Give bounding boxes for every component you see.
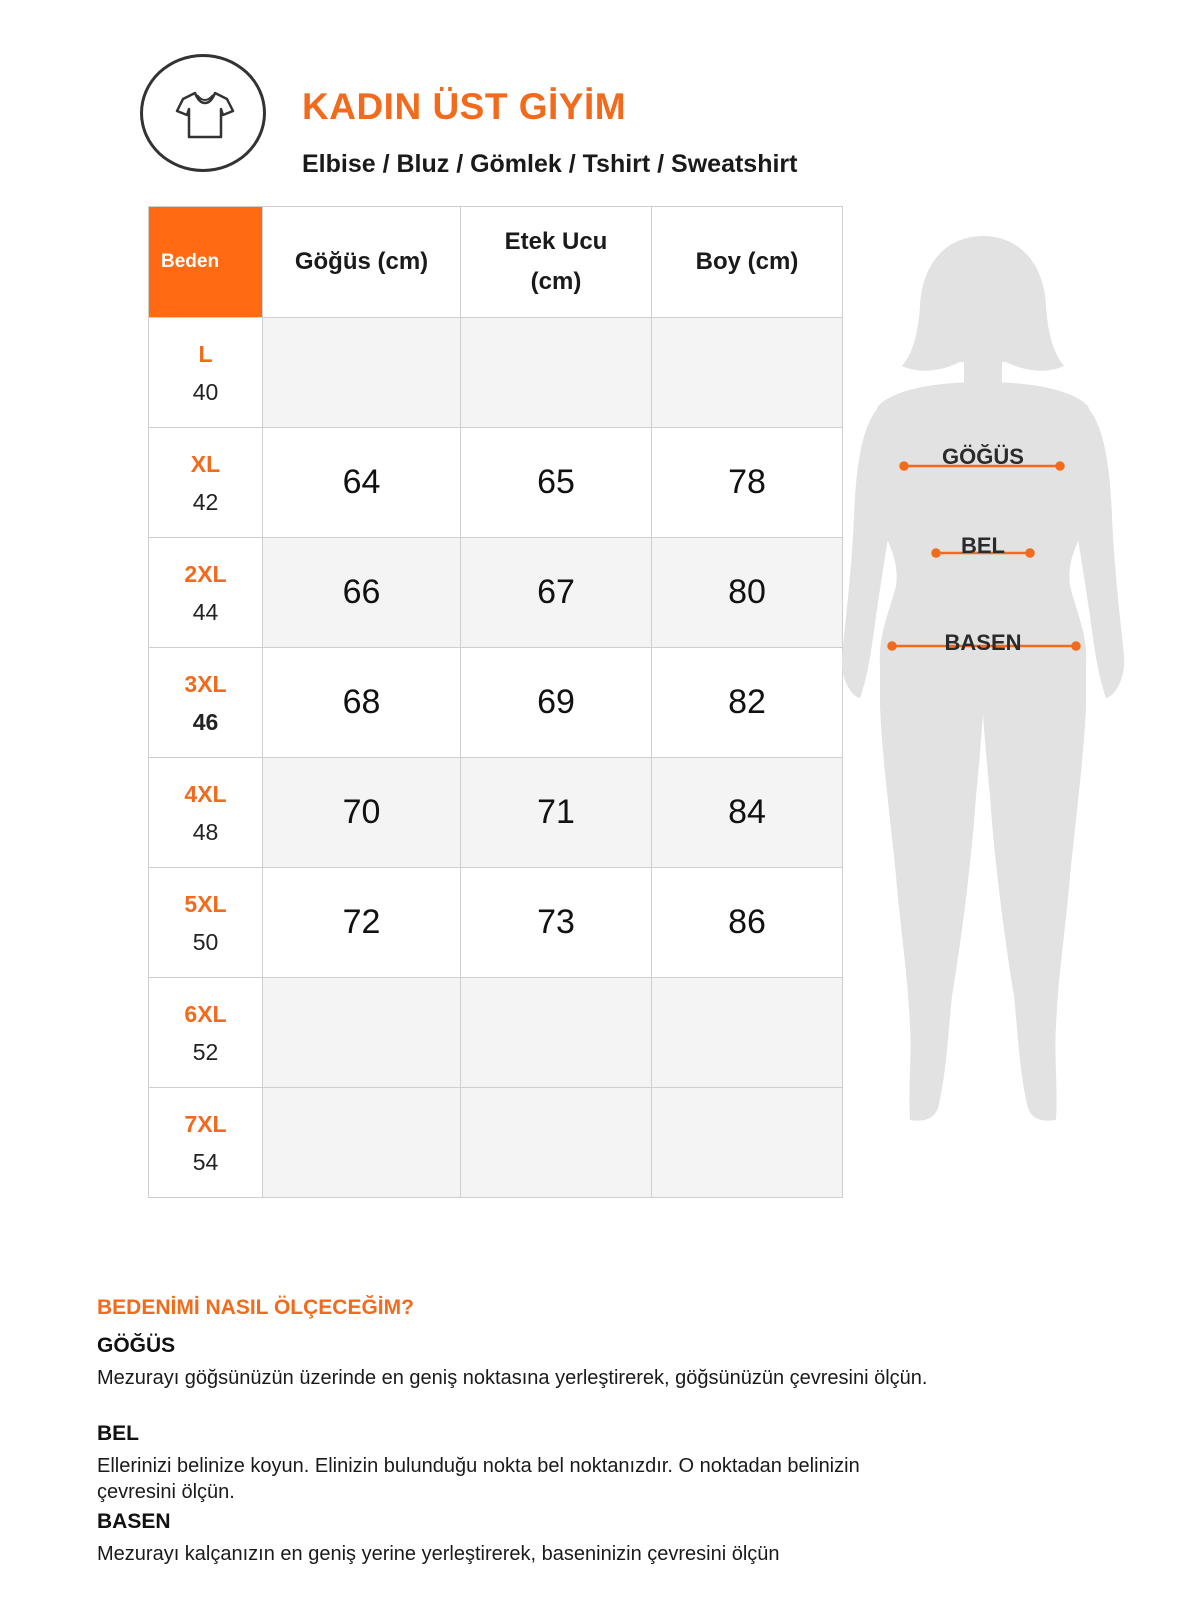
boy-value [652,1088,843,1198]
logo-circle [140,54,266,172]
boy-value: 78 [652,428,843,538]
etek-ucu-value [461,1088,652,1198]
size-code: L [198,340,213,367]
size-number: 40 [192,378,219,405]
etek-ucu-value: 71 [461,758,652,868]
page-title: KADIN ÜST GİYİM [302,86,627,127]
table-row [149,428,843,538]
size-code: 6XL [184,1000,227,1027]
body-silhouette [838,236,1128,1156]
table-row [149,1088,843,1198]
gogus-value [263,978,461,1088]
size-cell [149,428,263,538]
guide-text-basen: Mezurayı kalçanızın en geniş yerine yerleştirerek, baseninizin çevresini ölçün [97,1543,780,1565]
size-cell [149,318,263,428]
boy-value [652,318,843,428]
guide-text-gogus: Mezurayı göğsünüzün üzerinde en geniş noktasına yerleştirerek, göğsünüzün çevresini ölçün. [97,1367,928,1389]
size-code: 7XL [184,1110,227,1137]
etek-ucu-value: 69 [461,648,652,758]
tshirt-icon [175,89,235,141]
etek-ucu-value [461,318,652,428]
gogus-value: 72 [263,868,461,978]
gogus-value: 68 [263,648,461,758]
boy-value: 84 [652,758,843,868]
size-cell [149,648,263,758]
size-number: 42 [192,488,219,515]
table-row [149,648,843,758]
table-row [149,538,843,648]
basen-label: BASEN [944,630,1022,655]
boy-value [652,978,843,1088]
table-row [149,978,843,1088]
size-code: 3XL [184,670,227,697]
size-number: 48 [192,818,219,845]
size-number: 44 [192,598,219,625]
gogus-value [263,1088,461,1198]
boy-value: 82 [652,648,843,758]
guide-title: BEDENİMİ NASIL ÖLÇECEĞİM? [97,1296,414,1319]
gogus-value: 70 [263,758,461,868]
size-number: 52 [192,1038,219,1065]
column-header-beden: Beden [149,207,263,318]
column-header-etek-ucu-label: Etek Ucu (cm) [504,228,608,295]
etek-ucu-value: 65 [461,428,652,538]
size-table [148,206,843,1198]
size-code: 4XL [184,780,227,807]
guide-text-bel: Ellerinizi belinize koyun. Elinizin bulunduğu nokta bel noktanızdır. O noktadan belinizin çevresini ölçün. [97,1455,860,1503]
gogus-value [263,318,461,428]
size-number: 54 [192,1148,219,1175]
size-cell [149,1088,263,1198]
size-code: XL [190,450,221,477]
size-code: 5XL [184,890,227,917]
etek-ucu-value [461,978,652,1088]
column-header-etek-ucu [461,207,652,318]
table-body [149,318,843,1198]
size-cell [149,868,263,978]
size-number: 50 [192,928,219,955]
boy-value: 86 [652,868,843,978]
etek-ucu-value: 73 [461,868,652,978]
table-header-row [149,207,843,318]
bel-label: BEL [961,533,1005,558]
table-row [149,318,843,428]
gogus-value: 64 [263,428,461,538]
size-cell [149,758,263,868]
guide-heading-basen: BASEN [97,1510,171,1533]
etek-ucu-value: 67 [461,538,652,648]
boy-value: 80 [652,538,843,648]
gogus-label: GÖĞÜS [942,444,1024,469]
size-cell [149,978,263,1088]
size-cell [149,538,263,648]
guide-heading-bel: BEL [97,1422,139,1445]
size-code: 2XL [184,560,227,587]
page-subtitle: Elbise / Bluz / Gömlek / Tshirt / Sweatshirt [302,150,798,178]
column-header-gogus: Göğüs (cm) [263,207,461,318]
table-row [149,868,843,978]
gogus-value: 66 [263,538,461,648]
size-number: 46 [192,708,219,735]
column-header-boy: Boy (cm) [652,207,843,318]
table-row [149,758,843,868]
guide-heading-gogus: GÖĞÜS [97,1334,176,1357]
